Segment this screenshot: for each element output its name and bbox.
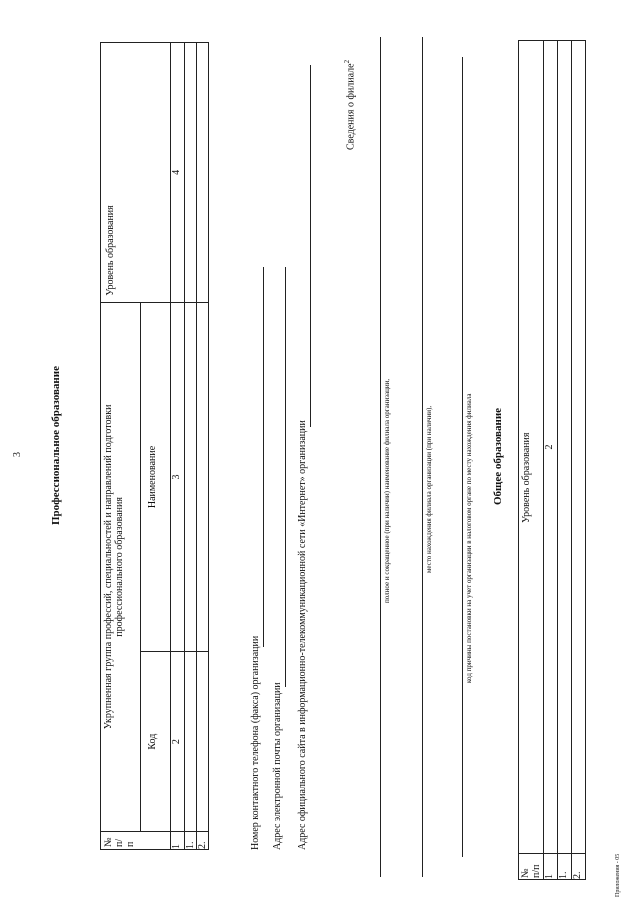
prof-row-level[interactable] — [197, 43, 209, 303]
prof-hdr-group: Укрупненная группа профессий, специальностей и направлений подготовки профессионального образования — [101, 302, 141, 831]
general-row-num: 2. — [572, 854, 586, 880]
prof-row-num: 2. — [197, 832, 209, 850]
branch-location-field[interactable] — [422, 37, 423, 877]
prof-hdr-num: № п/п — [101, 832, 171, 850]
general-education-table — [518, 40, 586, 880]
email-label: Адрес электронной почты организации — [272, 682, 283, 850]
prof-hdr-name: Наименование — [141, 302, 171, 652]
branch-name-caption: полное и сокращенное (при наличии) наименование филиала организации, — [383, 378, 391, 603]
prof-row-name[interactable] — [185, 302, 197, 652]
branch-kpp-caption: код причины постановки на учет организации в налоговом органе по месту нахождения филиала — [465, 393, 473, 683]
general-hdr-num: № п/п — [519, 854, 544, 880]
general-row-level[interactable] — [558, 41, 572, 854]
prof-colnum-4: 4 — [171, 43, 185, 303]
general-section-title: Общее образование — [492, 407, 504, 505]
general-colnum-1: 1 — [544, 854, 558, 880]
email-field[interactable] — [285, 267, 286, 687]
general-row-num: 1. — [558, 854, 572, 880]
footer-note: Приложения - 05 — [615, 853, 621, 897]
site-field[interactable] — [310, 65, 311, 427]
site-label: Адрес официального сайта в информационно-телекоммуникационной сети «Интернет» организации — [297, 420, 308, 850]
phone-field[interactable] — [263, 267, 264, 647]
prof-row-level[interactable] — [185, 43, 197, 303]
branch-title-text: Сведения о филиале — [345, 63, 357, 150]
prof-row-code[interactable] — [185, 652, 197, 832]
prof-hdr-level: Уровень образования — [101, 43, 171, 303]
general-row-level[interactable] — [572, 41, 586, 854]
prof-row-code[interactable] — [197, 652, 209, 832]
branch-title — [343, 60, 356, 150]
prof-row-num: 1. — [185, 832, 197, 850]
general-colnum-2: 2 — [544, 41, 558, 854]
page-number: 3 — [12, 452, 23, 457]
general-hdr-level: Уровень образования — [519, 41, 544, 854]
phone-label: Номер контактного телефона (факса) организации — [250, 635, 261, 850]
branch-kpp-field[interactable] — [462, 57, 463, 857]
branch-name-field[interactable] — [380, 37, 381, 877]
prof-colnum-1: 1 — [171, 832, 185, 850]
prof-row-name[interactable] — [197, 302, 209, 652]
branch-location-caption: место нахождения филиала организации (при наличии), — [425, 405, 433, 573]
prof-hdr-code: Код — [141, 652, 171, 832]
prof-education-table — [100, 42, 209, 850]
prof-colnum-3: 3 — [171, 302, 185, 652]
prof-colnum-2: 2 — [171, 652, 185, 832]
prof-section-title: Профессиональное образование — [50, 366, 62, 525]
branch-footnote-mark: 2 — [343, 59, 351, 64]
